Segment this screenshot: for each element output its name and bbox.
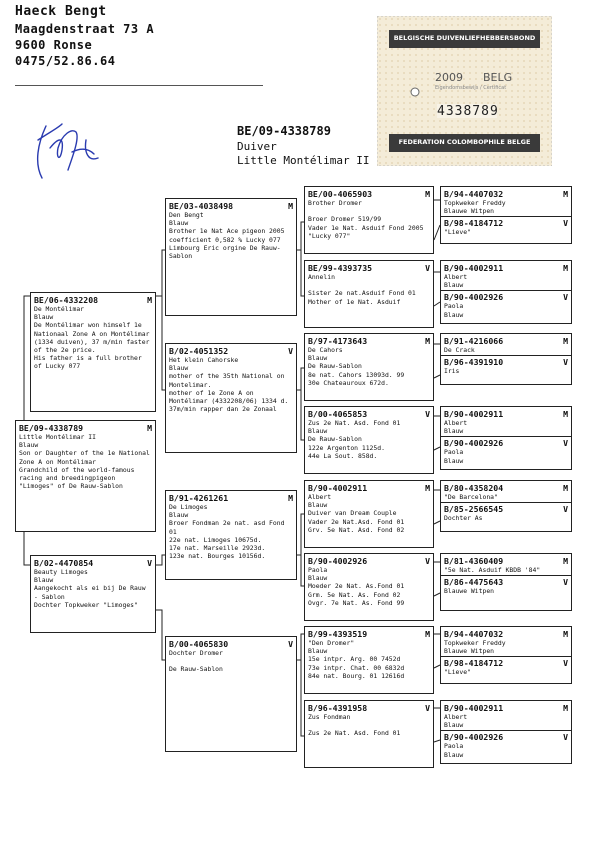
pedigree-box-subject [15, 420, 156, 532]
box-text: "5e Nat. Asduif KBDB '84" [444, 566, 541, 574]
sex-marker: M [563, 263, 568, 273]
box-text: De Montélimar Blauw De Montélimar won himself 1e Nationaal Zone A on Montélimar (1334 duiven), 37 m/min faster of the 2e price. His father is a full brother of Lucky 077 [34, 305, 150, 371]
box-text: "Lieve" [444, 228, 471, 237]
stamp-country: BELG [483, 71, 513, 84]
sex-marker: M [563, 336, 568, 346]
box-text: Paola Blauw [444, 448, 464, 465]
ring-number: B/85-2566545 [444, 504, 504, 515]
sex-marker: M [425, 189, 430, 199]
box-text: "Lieve" [444, 668, 471, 677]
pedigree-pair-gen5 [440, 186, 572, 244]
pair-divider [441, 216, 571, 217]
ring-number: B/90-4002911 [444, 409, 504, 419]
ring-number: BE/00-4065903 [308, 189, 373, 199]
ring-number: BE/09-4338789 [19, 423, 84, 433]
sex-marker: V [563, 504, 568, 515]
pedigree-box-gen4 [304, 626, 434, 694]
box-text: "Den Dromer" Blauw 15e intpr. Arg. 00 7452d 73e intpr. Chat. 00 6832d 84e nat. Bourg. 01 12616d [308, 639, 405, 680]
pedigree-box-gen4 [304, 480, 434, 548]
pedigree-box-gen4 [304, 406, 434, 474]
sex-marker: V [425, 409, 430, 419]
pedigree-box-sire [30, 292, 156, 412]
box-text: De Cahors Blauw De Rauw-Sablon 8e nat. Cahors 13093d. 99 30e Chateauroux 672d. [308, 346, 405, 387]
pedigree-box-gen4 [304, 333, 434, 401]
ring-number: B/81-4360409 [444, 556, 504, 566]
sex-marker: V [147, 558, 152, 568]
ring-number: B/90-4002926 [444, 292, 504, 303]
sex-marker: V [288, 639, 293, 649]
ring-number: BE/06-4332208 [34, 295, 99, 305]
ring-number: B/90-4002911 [444, 263, 504, 273]
pedigree-box-gen4 [304, 260, 434, 328]
pedigree-box-gen3 [165, 636, 297, 752]
box-text: Blauwe Witpen [444, 587, 495, 596]
ring-number: B/00-4065853 [308, 409, 368, 419]
ring-number: B/90-4002911 [308, 483, 368, 493]
ring-number: B/02-4051352 [169, 346, 229, 356]
ring-number: B/99-4393519 [308, 629, 368, 639]
ring-number: B/90-4002926 [444, 732, 504, 743]
box-text: Little Montélimar II Blauw Son or Daughter of the 1e National Zone A on Montélimar Grandchild of the world-famous racing and breedingpigeon "Limoges" of De Rauw-Sablon [19, 433, 150, 491]
sex-marker: M [147, 423, 152, 433]
ring-number: B/00-4065830 [169, 639, 229, 649]
sex-marker: M [563, 483, 568, 493]
box-text: Annelin Sister 2e nat.Asduif Fond 01 Mother of 1e Nat. Asduif [308, 273, 416, 306]
owner-name: Haeck Bengt [15, 4, 107, 19]
sex-marker: V [563, 438, 568, 449]
pedigree-pair-gen5 [440, 406, 572, 470]
ring-number: BE/03-4038498 [169, 201, 234, 211]
box-text: Albert Blauw Duiver van Dream Couple Vader 2e Nat.Asd. Fond 01 Grv. 5e Nat. Asd. Fond 02 [308, 493, 405, 534]
pedigree-pair-gen5 [440, 260, 572, 324]
ring-number: B/90-4002926 [444, 438, 504, 449]
pedigree-box-gen3 [165, 490, 297, 580]
owner-city: 9600 Ronse [15, 38, 93, 52]
box-text: Topkweker Freddy Blauwe Witpen [444, 199, 506, 216]
ring-number: B/94-4407032 [444, 189, 504, 199]
sex-marker: V [563, 577, 568, 588]
ring-number: B/98-4184712 [444, 218, 504, 229]
box-text: Topkweker Freddy Blauwe Witpen [444, 639, 506, 656]
sex-marker: V [563, 218, 568, 229]
sex-marker: M [288, 201, 293, 211]
box-text: De Crack [444, 346, 475, 354]
sex-marker: M [425, 629, 430, 639]
stamp-small-text: Eigendomsbewijs / Certificat [435, 85, 507, 91]
pair-divider [441, 656, 571, 657]
pair-divider [441, 502, 571, 503]
box-text: Paola Blauw [444, 742, 464, 759]
pedigree-box-gen3 [165, 198, 297, 316]
sex-marker: V [425, 556, 430, 566]
box-text: De Limoges Blauw Broer Fondman 2e nat. asd Fond 01 22e nat. Limoges 10675d. 17e nat. Marseille 2923d. 123e nat. Bourges 10156d. [169, 503, 285, 561]
ring-number: B/98-4184712 [444, 658, 504, 669]
ring-number: B/91-4261261 [169, 493, 229, 503]
box-text: Albert Blauw [444, 419, 468, 436]
ring-number: B/86-4475643 [444, 577, 504, 588]
pair-divider [441, 290, 571, 291]
pedigree-pair-gen5 [440, 480, 572, 532]
pedigree-box-gen4 [304, 553, 434, 621]
sex-marker: V [425, 703, 430, 713]
sex-marker: M [147, 295, 152, 305]
box-text: Iris [444, 367, 460, 376]
subject-sex: Duiver [237, 140, 277, 153]
box-text: Paola Blauw Moeder 2e Nat. As.Fond 01 Grm. 5e Nat. As. Fond 02 Ovgr. 7e Nat. As. Fond 99 [308, 566, 405, 607]
subject-ring: BE/09-4338789 [237, 124, 331, 138]
ring-number: B/91-4216066 [444, 336, 504, 346]
pair-divider [441, 730, 571, 731]
box-text: Albert Blauw [444, 273, 468, 290]
stamp-bottom-text: FEDERATION COLOMBOPHILE BELGE [398, 138, 531, 146]
box-text: "De Barcelona" [444, 493, 498, 501]
sex-marker: M [425, 483, 430, 493]
pedigree-pair-gen5 [440, 700, 572, 764]
ring-number: B/97-4173643 [308, 336, 368, 346]
owner-street: Maagdenstraat 73 A [15, 22, 155, 36]
ring-number: B/96-4391910 [444, 357, 504, 368]
sex-marker: V [563, 732, 568, 743]
box-text: Zus Fondman Zus 2e Nat. Asd. Fond 01 [308, 713, 401, 738]
box-text: Het klein Cahorske Blauw mother of the 35th National on Montelimar. mother of 1e Zone A on Montélimar (4332208/06) 1334 d. 37m/min rapper dan 2e Zonaal [169, 356, 289, 414]
stamp-ring-number: 4338789 [437, 104, 499, 119]
pair-divider [441, 575, 571, 576]
ring-number: B/02-4470854 [34, 558, 94, 568]
pair-divider [441, 355, 571, 356]
sex-marker: V [425, 263, 430, 273]
box-text: Dochter As [444, 514, 483, 523]
sex-marker: M [563, 556, 568, 566]
ring-number: B/80-4358204 [444, 483, 504, 493]
sex-marker: V [563, 658, 568, 669]
ring-number: B/90-4002911 [444, 703, 504, 713]
box-text: Den Bengt Blauw Brother 1e Nat Ace pigeon 2005 coefficient 0,582 % Lucky 077 Limbourg Eric orgine De Rauw-Sablon [169, 211, 285, 261]
pedigree-pair-gen5 [440, 553, 572, 611]
sex-marker: M [288, 493, 293, 503]
ring-number: B/94-4407032 [444, 629, 504, 639]
sex-marker: M [563, 703, 568, 713]
pair-divider [441, 436, 571, 437]
stamp-top-text: BELGISCHE DUIVENLIEFHEBBERSBOND [393, 34, 536, 42]
owner-phone: 0475/52.86.64 [15, 54, 116, 68]
sex-marker: M [563, 189, 568, 199]
box-text: Beauty Limoges Blauw Aangekocht als ei bij De Rauw - Sablon Dochter Topkweker "Limoges" [34, 568, 146, 609]
ring-number: B/90-4002926 [308, 556, 368, 566]
sex-marker: M [563, 629, 568, 639]
sex-marker: M [425, 336, 430, 346]
pedigree-pair-gen5 [440, 626, 572, 684]
pedigree-box-dam [30, 555, 156, 633]
box-text: Albert Blauw [444, 713, 468, 730]
ring-number: BE/99-4393735 [308, 263, 373, 273]
box-text: Zus 2e Nat. Asd. Fond 01 Blauw De Rauw-Sablon 122e Argenton 1125d. 44e La Sout. 858d. [308, 419, 401, 460]
pedigree-box-gen4 [304, 186, 434, 254]
subject-name: Little Montélimar II [237, 154, 370, 167]
box-text: Dochter Dromer De Rauw-Sablon [169, 649, 223, 674]
box-text: Brother Dromer Broer Dromer 519/99 Vader 1e Nat. Asduif Fond 2005 "Lucky 077" [308, 199, 424, 240]
sex-marker: V [563, 357, 568, 368]
pedigree-pair-gen5 [440, 333, 572, 385]
box-text: Paola Blauw [444, 302, 464, 319]
stamp-year: 2009 [435, 71, 463, 84]
sex-marker: V [288, 346, 293, 356]
pedigree-box-gen3 [165, 343, 297, 453]
pedigree-box-gen4 [304, 700, 434, 768]
sex-marker: M [563, 409, 568, 419]
sex-marker: V [563, 292, 568, 303]
ring-number: B/96-4391958 [308, 703, 368, 713]
